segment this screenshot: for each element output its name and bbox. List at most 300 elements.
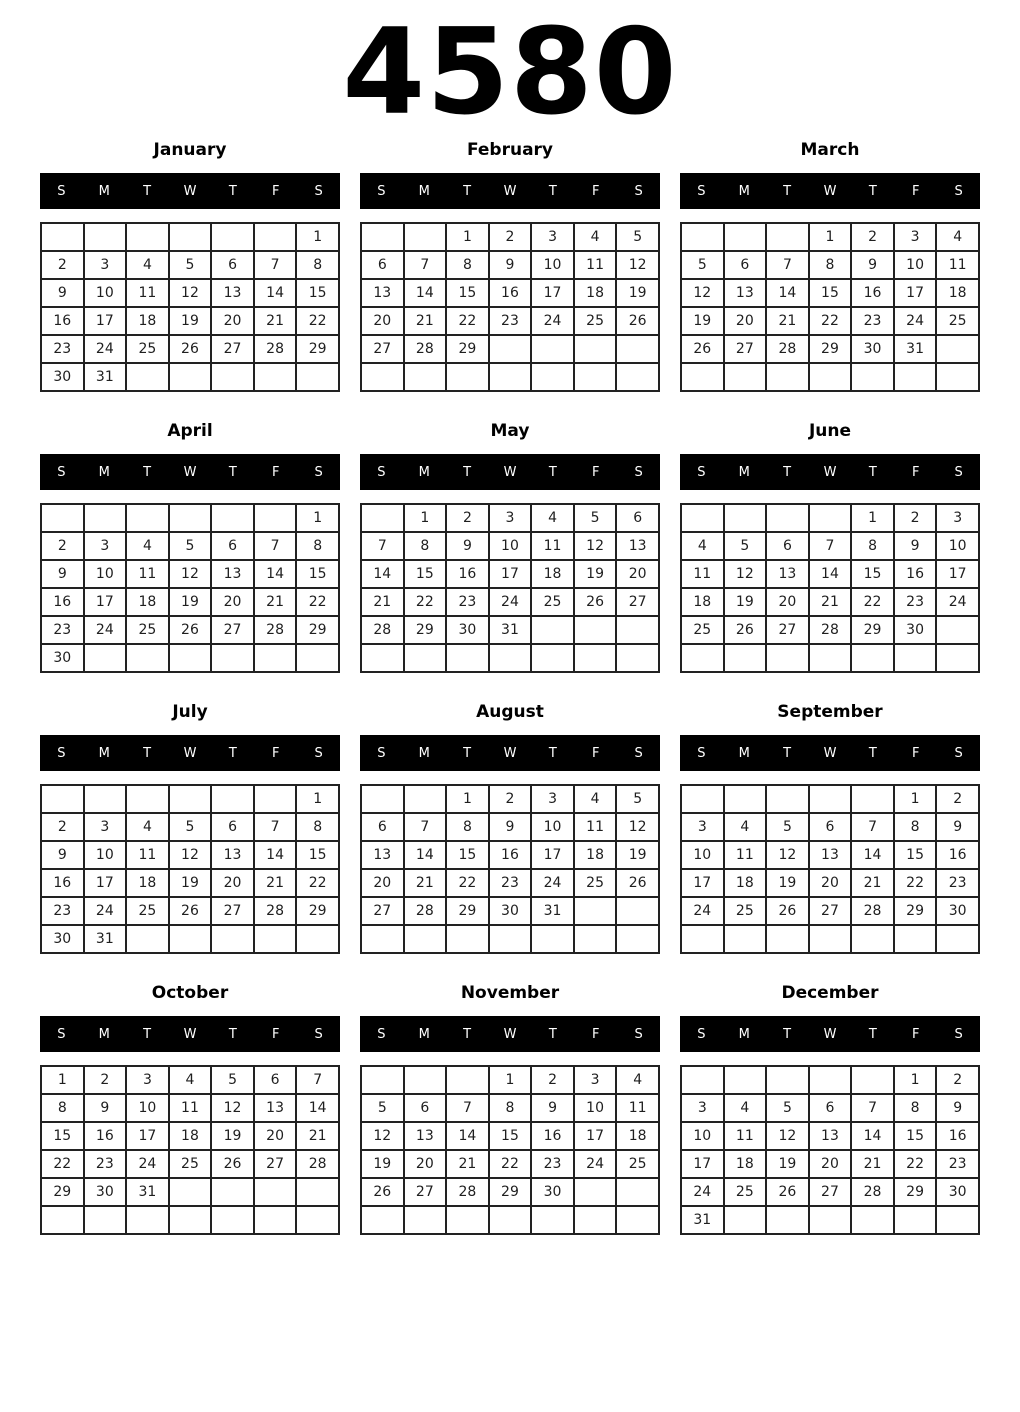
- date-cell: 22: [851, 588, 894, 616]
- empty-date-cell: [531, 644, 574, 672]
- date-cell: 10: [574, 1094, 617, 1122]
- date-cell: 11: [169, 1094, 212, 1122]
- empty-date-cell: [851, 644, 894, 672]
- week-row: [41, 588, 339, 616]
- empty-date-cell: [574, 1178, 617, 1206]
- empty-date-cell: [126, 925, 169, 953]
- empty-date-cell: [446, 363, 489, 391]
- empty-date-cell: [361, 223, 404, 251]
- week-row: [681, 363, 979, 391]
- date-cell: 2: [894, 504, 937, 532]
- dates-table: [680, 503, 980, 673]
- date-cell: 11: [574, 251, 617, 279]
- week-row: [361, 1094, 659, 1122]
- date-cell: 27: [809, 1178, 852, 1206]
- month-title: September: [777, 702, 883, 722]
- date-cell: 21: [254, 307, 297, 335]
- empty-date-cell: [766, 644, 809, 672]
- empty-date-cell: [851, 925, 894, 953]
- empty-date-cell: [169, 1206, 212, 1234]
- date-cell: 10: [894, 251, 937, 279]
- weekday-header-cell: S: [954, 183, 963, 199]
- dates-table: [360, 1065, 660, 1235]
- weekday-header-cell: T: [783, 464, 792, 480]
- date-cell: 11: [531, 532, 574, 560]
- date-cell: 14: [404, 279, 447, 307]
- date-cell: 5: [169, 532, 212, 560]
- date-cell: 16: [851, 279, 894, 307]
- week-row: [361, 644, 659, 672]
- date-cell: 24: [84, 897, 127, 925]
- week-row: [681, 897, 979, 925]
- date-cell: 22: [446, 307, 489, 335]
- week-row: [681, 1178, 979, 1206]
- date-cell: 9: [41, 560, 84, 588]
- empty-date-cell: [126, 644, 169, 672]
- empty-date-cell: [681, 785, 724, 813]
- date-cell: 12: [574, 532, 617, 560]
- date-cell: 14: [809, 560, 852, 588]
- weekday-header-cell: S: [634, 1026, 643, 1042]
- date-cell: 21: [766, 307, 809, 335]
- date-cell: 26: [616, 307, 659, 335]
- empty-date-cell: [361, 363, 404, 391]
- empty-date-cell: [254, 1178, 297, 1206]
- date-cell: 24: [84, 335, 127, 363]
- weekday-header-cell: S: [57, 745, 66, 761]
- date-cell: 12: [616, 813, 659, 841]
- weekday-header-cell: S: [954, 745, 963, 761]
- date-cell: 2: [489, 223, 532, 251]
- empty-date-cell: [724, 644, 767, 672]
- date-cell: 8: [296, 813, 339, 841]
- date-cell: 13: [809, 1122, 852, 1150]
- empty-date-cell: [809, 504, 852, 532]
- date-cell: 3: [574, 1066, 617, 1094]
- empty-date-cell: [169, 363, 212, 391]
- date-cell: 24: [681, 1178, 724, 1206]
- date-cell: 3: [681, 1094, 724, 1122]
- empty-date-cell: [41, 504, 84, 532]
- date-cell: 10: [84, 279, 127, 307]
- weekday-header-row: [360, 1016, 660, 1052]
- weekday-header-cell: S: [697, 183, 706, 199]
- empty-date-cell: [936, 1206, 979, 1234]
- date-cell: 5: [616, 785, 659, 813]
- date-cell: 7: [404, 251, 447, 279]
- month-block-may: [360, 420, 660, 673]
- empty-date-cell: [211, 1206, 254, 1234]
- weekday-header-row: [680, 735, 980, 771]
- date-cell: 10: [936, 532, 979, 560]
- date-cell: 23: [936, 1150, 979, 1178]
- date-cell: 26: [211, 1150, 254, 1178]
- date-cell: 26: [169, 335, 212, 363]
- empty-date-cell: [616, 644, 659, 672]
- weekday-header-cell: T: [868, 745, 877, 761]
- date-cell: 24: [681, 897, 724, 925]
- date-cell: 21: [851, 1150, 894, 1178]
- empty-date-cell: [296, 363, 339, 391]
- date-cell: 12: [616, 251, 659, 279]
- weekday-header-cell: S: [57, 464, 66, 480]
- weekday-header-row: [680, 173, 980, 209]
- week-row: [681, 1094, 979, 1122]
- week-row: [41, 1150, 339, 1178]
- date-cell: 29: [296, 335, 339, 363]
- date-cell: 6: [809, 813, 852, 841]
- date-cell: 27: [361, 335, 404, 363]
- date-cell: 7: [851, 1094, 894, 1122]
- date-cell: 15: [446, 841, 489, 869]
- empty-date-cell: [851, 1066, 894, 1094]
- date-cell: 28: [809, 616, 852, 644]
- date-cell: 25: [126, 616, 169, 644]
- date-cell: 18: [126, 588, 169, 616]
- date-cell: 4: [724, 1094, 767, 1122]
- empty-date-cell: [254, 363, 297, 391]
- date-cell: 10: [84, 560, 127, 588]
- weekday-header-cell: F: [591, 183, 600, 199]
- date-cell: 22: [894, 1150, 937, 1178]
- weekday-header-cell: M: [738, 745, 750, 761]
- week-row: [681, 616, 979, 644]
- week-row: [41, 1094, 339, 1122]
- empty-date-cell: [724, 504, 767, 532]
- month-block-june: [680, 420, 980, 673]
- week-row: [681, 644, 979, 672]
- date-cell: 11: [724, 841, 767, 869]
- empty-date-cell: [809, 363, 852, 391]
- date-cell: 6: [211, 813, 254, 841]
- weekday-header-cell: T: [548, 183, 557, 199]
- empty-date-cell: [296, 1178, 339, 1206]
- empty-date-cell: [404, 925, 447, 953]
- date-cell: 19: [169, 869, 212, 897]
- empty-date-cell: [616, 1206, 659, 1234]
- week-row: [41, 869, 339, 897]
- empty-date-cell: [169, 644, 212, 672]
- week-row: [361, 925, 659, 953]
- empty-date-cell: [724, 1206, 767, 1234]
- date-cell: 20: [766, 588, 809, 616]
- date-cell: 18: [531, 560, 574, 588]
- date-cell: 28: [296, 1150, 339, 1178]
- date-cell: 4: [531, 504, 574, 532]
- date-cell: 4: [616, 1066, 659, 1094]
- weekday-header-cell: T: [143, 1026, 152, 1042]
- weekday-header-cell: F: [911, 1026, 920, 1042]
- empty-date-cell: [724, 785, 767, 813]
- date-cell: 28: [446, 1178, 489, 1206]
- date-cell: 16: [489, 279, 532, 307]
- date-cell: 20: [211, 307, 254, 335]
- date-cell: 24: [84, 616, 127, 644]
- date-cell: 12: [169, 279, 212, 307]
- week-row: [41, 841, 339, 869]
- date-cell: 8: [489, 1094, 532, 1122]
- week-row: [361, 785, 659, 813]
- week-row: [681, 560, 979, 588]
- date-cell: 24: [126, 1150, 169, 1178]
- dates-table: [680, 1065, 980, 1235]
- date-cell: 18: [126, 869, 169, 897]
- date-cell: 28: [851, 897, 894, 925]
- week-row: [361, 588, 659, 616]
- empty-date-cell: [809, 644, 852, 672]
- week-row: [41, 1122, 339, 1150]
- week-row: [41, 335, 339, 363]
- empty-date-cell: [361, 785, 404, 813]
- date-cell: 18: [574, 841, 617, 869]
- date-cell: 26: [766, 1178, 809, 1206]
- weekday-header-cell: W: [503, 464, 517, 480]
- empty-date-cell: [681, 1066, 724, 1094]
- date-cell: 10: [531, 251, 574, 279]
- weekday-header-cell: M: [418, 183, 430, 199]
- date-cell: 14: [361, 560, 404, 588]
- date-cell: 13: [211, 841, 254, 869]
- month-block-november: [360, 982, 660, 1235]
- week-row: [361, 813, 659, 841]
- empty-date-cell: [809, 1066, 852, 1094]
- empty-date-cell: [724, 363, 767, 391]
- date-cell: 27: [211, 897, 254, 925]
- week-row: [681, 813, 979, 841]
- empty-date-cell: [126, 363, 169, 391]
- empty-date-cell: [894, 1206, 937, 1234]
- month-block-january: [40, 139, 340, 392]
- empty-date-cell: [404, 785, 447, 813]
- date-cell: 20: [809, 1150, 852, 1178]
- weekday-header-cell: W: [823, 464, 837, 480]
- week-row: [41, 644, 339, 672]
- date-cell: 4: [169, 1066, 212, 1094]
- weekday-header-cell: F: [591, 745, 600, 761]
- date-cell: 24: [531, 307, 574, 335]
- month-block-december: [680, 982, 980, 1235]
- weekday-header-cell: S: [634, 745, 643, 761]
- date-cell: 4: [126, 813, 169, 841]
- date-cell: 13: [616, 532, 659, 560]
- weekday-header-cell: W: [183, 464, 197, 480]
- empty-date-cell: [766, 1066, 809, 1094]
- empty-date-cell: [446, 1066, 489, 1094]
- weekday-header-cell: F: [911, 745, 920, 761]
- date-cell: 4: [681, 532, 724, 560]
- date-cell: 3: [84, 813, 127, 841]
- week-row: [41, 251, 339, 279]
- empty-date-cell: [809, 925, 852, 953]
- date-cell: 28: [851, 1178, 894, 1206]
- date-cell: 24: [894, 307, 937, 335]
- date-cell: 10: [84, 841, 127, 869]
- date-cell: 28: [254, 335, 297, 363]
- date-cell: 25: [724, 897, 767, 925]
- week-row: [41, 504, 339, 532]
- date-cell: 23: [894, 588, 937, 616]
- date-cell: 2: [41, 813, 84, 841]
- date-cell: 30: [84, 1178, 127, 1206]
- weekday-header-cell: W: [823, 745, 837, 761]
- week-row: [41, 223, 339, 251]
- empty-date-cell: [851, 1206, 894, 1234]
- date-cell: 23: [446, 588, 489, 616]
- weekday-header-cell: T: [548, 1026, 557, 1042]
- year-title: 4580: [342, 4, 678, 142]
- week-row: [361, 307, 659, 335]
- week-row: [361, 363, 659, 391]
- date-cell: 17: [681, 1150, 724, 1178]
- weekday-header-row: [360, 173, 660, 209]
- date-cell: 18: [169, 1122, 212, 1150]
- date-cell: 5: [766, 813, 809, 841]
- empty-date-cell: [851, 363, 894, 391]
- weekday-header-cell: S: [377, 745, 386, 761]
- empty-date-cell: [169, 785, 212, 813]
- week-row: [361, 335, 659, 363]
- date-cell: 23: [851, 307, 894, 335]
- date-cell: 1: [851, 504, 894, 532]
- empty-date-cell: [404, 363, 447, 391]
- date-cell: 13: [361, 841, 404, 869]
- week-row: [41, 925, 339, 953]
- date-cell: 31: [894, 335, 937, 363]
- date-cell: 9: [851, 251, 894, 279]
- week-row: [681, 1206, 979, 1234]
- date-cell: 23: [531, 1150, 574, 1178]
- date-cell: 12: [766, 841, 809, 869]
- date-cell: 10: [681, 841, 724, 869]
- week-row: [361, 504, 659, 532]
- date-cell: 1: [296, 785, 339, 813]
- week-row: [681, 588, 979, 616]
- week-row: [41, 363, 339, 391]
- weekday-header-cell: T: [463, 745, 472, 761]
- weekday-header-cell: S: [377, 1026, 386, 1042]
- weekday-header-row: [360, 454, 660, 490]
- date-cell: 22: [296, 588, 339, 616]
- date-cell: 10: [531, 813, 574, 841]
- date-cell: 6: [211, 251, 254, 279]
- weekday-header-cell: T: [143, 183, 152, 199]
- date-cell: 8: [41, 1094, 84, 1122]
- weekday-header-cell: S: [377, 464, 386, 480]
- empty-date-cell: [41, 1206, 84, 1234]
- date-cell: 29: [404, 616, 447, 644]
- date-cell: 3: [531, 223, 574, 251]
- date-cell: 19: [574, 560, 617, 588]
- date-cell: 23: [489, 307, 532, 335]
- week-row: [41, 279, 339, 307]
- empty-date-cell: [211, 644, 254, 672]
- empty-date-cell: [616, 925, 659, 953]
- date-cell: 27: [254, 1150, 297, 1178]
- date-cell: 26: [169, 616, 212, 644]
- empty-date-cell: [169, 1178, 212, 1206]
- date-cell: 11: [126, 279, 169, 307]
- date-cell: 15: [809, 279, 852, 307]
- empty-date-cell: [296, 644, 339, 672]
- date-cell: 18: [681, 588, 724, 616]
- date-cell: 5: [169, 251, 212, 279]
- week-row: [41, 532, 339, 560]
- date-cell: 9: [489, 813, 532, 841]
- empty-date-cell: [404, 223, 447, 251]
- date-cell: 11: [936, 251, 979, 279]
- date-cell: 16: [489, 841, 532, 869]
- date-cell: 27: [809, 897, 852, 925]
- empty-date-cell: [531, 1206, 574, 1234]
- date-cell: 6: [211, 532, 254, 560]
- empty-date-cell: [211, 1178, 254, 1206]
- date-cell: 22: [894, 869, 937, 897]
- date-cell: 13: [404, 1122, 447, 1150]
- date-cell: 20: [254, 1122, 297, 1150]
- date-cell: 15: [41, 1122, 84, 1150]
- date-cell: 5: [361, 1094, 404, 1122]
- empty-date-cell: [169, 504, 212, 532]
- empty-date-cell: [254, 504, 297, 532]
- date-cell: 8: [809, 251, 852, 279]
- date-cell: 15: [851, 560, 894, 588]
- date-cell: 18: [616, 1122, 659, 1150]
- empty-date-cell: [531, 363, 574, 391]
- date-cell: 1: [894, 1066, 937, 1094]
- month-title: May: [490, 421, 530, 441]
- weekday-header-cell: S: [954, 464, 963, 480]
- date-cell: 14: [404, 841, 447, 869]
- date-cell: 20: [211, 588, 254, 616]
- date-cell: 26: [616, 869, 659, 897]
- date-cell: 6: [254, 1066, 297, 1094]
- date-cell: 7: [254, 532, 297, 560]
- date-cell: 24: [531, 869, 574, 897]
- weekday-header-cell: M: [418, 1026, 430, 1042]
- date-cell: 26: [574, 588, 617, 616]
- date-cell: 5: [211, 1066, 254, 1094]
- empty-date-cell: [126, 504, 169, 532]
- date-cell: 23: [489, 869, 532, 897]
- date-cell: 16: [894, 560, 937, 588]
- week-row: [681, 335, 979, 363]
- date-cell: 29: [41, 1178, 84, 1206]
- date-cell: 19: [169, 307, 212, 335]
- date-cell: 26: [169, 897, 212, 925]
- date-cell: 12: [211, 1094, 254, 1122]
- month-block-september: [680, 701, 980, 954]
- empty-date-cell: [446, 644, 489, 672]
- week-row: [681, 1066, 979, 1094]
- week-row: [41, 616, 339, 644]
- date-cell: 30: [936, 897, 979, 925]
- week-row: [361, 869, 659, 897]
- date-cell: 21: [809, 588, 852, 616]
- date-cell: 6: [766, 532, 809, 560]
- empty-date-cell: [41, 223, 84, 251]
- date-cell: 18: [724, 869, 767, 897]
- date-cell: 20: [211, 869, 254, 897]
- date-cell: 2: [936, 1066, 979, 1094]
- date-cell: 24: [489, 588, 532, 616]
- date-cell: 14: [766, 279, 809, 307]
- weekday-header-cell: W: [183, 1026, 197, 1042]
- empty-date-cell: [254, 223, 297, 251]
- weekday-header-cell: S: [697, 1026, 706, 1042]
- weekday-header-cell: T: [868, 1026, 877, 1042]
- empty-date-cell: [211, 504, 254, 532]
- week-row: [361, 1150, 659, 1178]
